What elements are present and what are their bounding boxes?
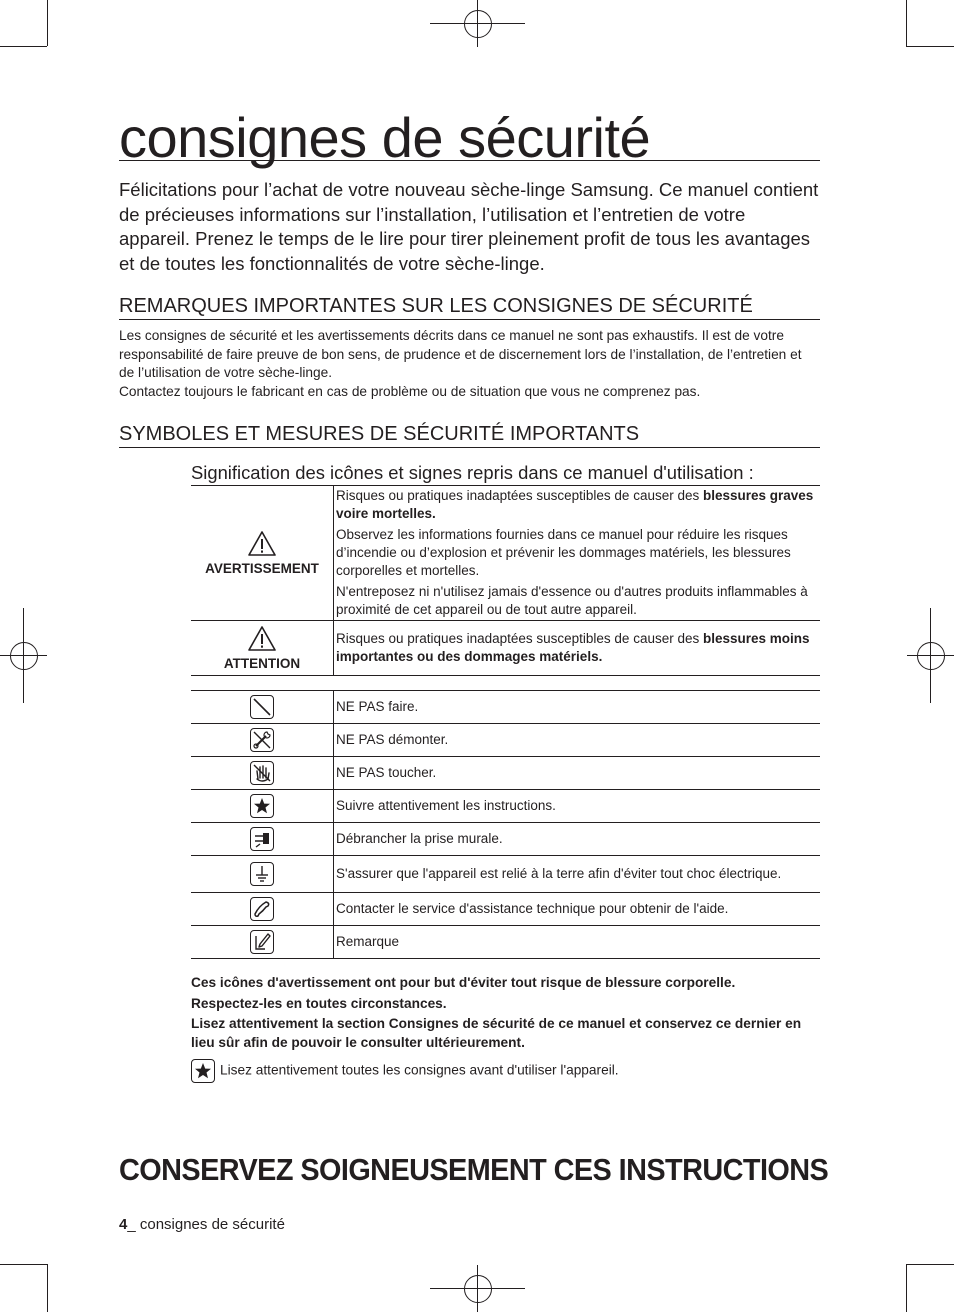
crop-mark: [47, 0, 48, 46]
table-row: [191, 790, 820, 823]
crop-mark: [0, 46, 47, 47]
warning-triangle-icon: [247, 530, 277, 557]
registration-mark: [464, 1275, 492, 1303]
symbol-icon-cell: [191, 724, 334, 757]
caution-icon-cell: [191, 621, 334, 676]
symbol-text: NE PAS démonter.: [334, 724, 821, 757]
registration-mark: [10, 642, 38, 670]
table-row: [191, 724, 820, 757]
table-row: [191, 691, 820, 724]
caution-triangle-icon: [247, 625, 277, 652]
section-heading-symboles: SYMBOLES ET MESURES DE SÉCURITÉ IMPORTANTS: [119, 422, 820, 448]
symbol-icon-cell: [191, 926, 334, 959]
warning-text-plain: Risques ou pratiques inadaptées susceptibles de causer des: [336, 488, 703, 503]
symbol-text: Remarque: [334, 926, 821, 959]
caution-text-bold: blessures moins importantes ou des dommages matériels.: [336, 631, 810, 664]
symbols-table: [191, 486, 820, 959]
note-text: Lisez attentivement la section Consignes de sécurité de ce manuel et conservez ce dernier en lieu sûr afin de pouvoir le consulter ultérieurement.: [191, 1016, 802, 1050]
warning-text: N'entreposez ni n'utilisez jamais d'essence ou d'autres produits inflammables à proximité de cet appareil ou de tout autre appareil.: [336, 584, 808, 617]
star-icon: [250, 794, 274, 818]
warning-notes: [191, 974, 820, 1054]
caution-text: [336, 630, 817, 666]
table-row: [191, 676, 820, 691]
warning-text-bold: blessures graves voire mortelles.: [336, 488, 814, 521]
table-row: [191, 823, 820, 856]
warning-label: AVERTISSEMENT: [205, 561, 319, 576]
closing-banner: CONSERVEZ SOIGNEUSEMENT CES INSTRUCTIONS: [119, 1152, 829, 1187]
symbol-icon-cell: [191, 823, 334, 856]
crop-mark: [0, 1264, 47, 1265]
note-text: Ces icônes d'avertissement ont pour but d'éviter tout risque de blessure corporelle.: [191, 975, 736, 990]
symbol-text: NE PAS toucher.: [334, 757, 821, 790]
spacer-cell: [191, 676, 334, 691]
remarques-paragraph: Les consignes de sécurité et les avertissements décrits dans ce manuel ne sont pas exhaustifs. Il est de votre responsabilité de faire preuve de bon sens, de prudence et de discernement lors de l’installation, de l’entretien et de l’utilisation de votre sèche-linge.: [119, 328, 802, 380]
table-row: [191, 893, 820, 926]
read-all-instructions: [191, 1059, 820, 1083]
symbol-icon-cell: [191, 691, 334, 724]
warning-text: Observez les informations fournies dans ce manuel pour réduire les risques d’incendie ou d’explosion et prévenir les dommages matériels, les blessures corporelles et mortelles.: [336, 527, 791, 578]
section-heading-remarques: REMARQUES IMPORTANTES SUR LES CONSIGNES DE SÉCURITÉ: [119, 294, 820, 320]
note-text: Respectez-les en toutes circonstances.: [191, 995, 447, 1011]
crop-mark: [47, 1264, 48, 1312]
symbol-text: S'assurer que l'appareil est relié à la terre afin d'éviter tout choc électrique.: [334, 856, 821, 893]
table-row: [191, 486, 820, 621]
crop-mark: [906, 1264, 954, 1265]
section-remarques-body: [119, 327, 819, 401]
star-icon: [191, 1059, 215, 1083]
warning-text: [336, 487, 817, 523]
symbol-icon-cell: [191, 757, 334, 790]
symbol-text: Contacter le service d'assistance technique pour obtenir de l'aide.: [334, 893, 821, 926]
remarques-paragraph: Contactez toujours le fabricant en cas de problème ou de situation que vous ne comprenez pas.: [119, 383, 701, 399]
crop-mark: [906, 1264, 907, 1312]
page-number: 4: [119, 1216, 128, 1233]
table-row: [191, 621, 820, 676]
unplug-icon: [250, 827, 274, 851]
symbol-text: Suivre attentivement les instructions.: [334, 790, 821, 823]
table-row: [191, 757, 820, 790]
registration-mark: [917, 642, 945, 670]
symbol-icon-cell: [191, 790, 334, 823]
phone-icon: [250, 897, 274, 921]
page-footer: [119, 1216, 285, 1233]
symbol-icon-cell: [191, 856, 334, 893]
prohibited-icon: [250, 695, 274, 719]
intro-paragraph: Félicitations pour l’achat de votre nouveau sèche-linge Samsung. Ce manuel contient de précieuses informations sur l’installation, l’utilisation et l’entretien de votre appareil. Prenez le temps de le lire pour tirer pleinement profit de tous les avantages et de toutes les fonctionnalités de votre sèche-linge.: [119, 179, 819, 274]
symbols-subheading: Signification des icônes et signes repris dans ce manuel d'utilisation :: [191, 461, 820, 486]
no-disassembly-icon: [250, 728, 274, 752]
page-title: consignes de sécurité: [119, 108, 820, 161]
spacer-cell: [334, 676, 821, 691]
no-touch-icon: [250, 761, 274, 785]
warning-text-cell: [334, 486, 821, 621]
table-row: [191, 926, 820, 959]
caution-text-cell: [334, 621, 821, 676]
note-icon: [250, 930, 274, 954]
crop-mark: [906, 0, 907, 46]
caution-label: ATTENTION: [223, 656, 301, 671]
symbol-icon-cell: [191, 893, 334, 926]
registration-mark: [464, 10, 492, 38]
caution-text-plain: Risques ou pratiques inadaptées susceptibles de causer des: [336, 631, 703, 646]
table-row: [191, 856, 820, 893]
warning-icon-cell: [191, 486, 334, 621]
symbol-text: NE PAS faire.: [334, 691, 821, 724]
symbol-text: Débrancher la prise murale.: [334, 823, 821, 856]
read-all-text: Lisez attentivement toutes les consignes avant d'utiliser l'appareil.: [220, 1062, 619, 1078]
crop-mark: [906, 46, 954, 47]
footer-label: _ consignes de sécurité: [127, 1216, 285, 1233]
ground-icon: [250, 862, 274, 886]
